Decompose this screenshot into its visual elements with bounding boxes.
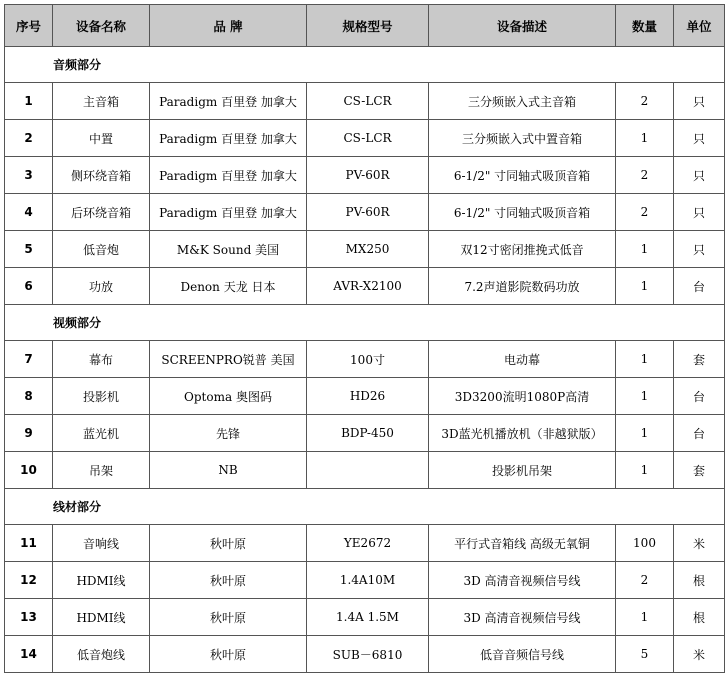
cell-unit: 只 — [674, 83, 725, 120]
cell-desc: 3D3200流明1080P高清 — [429, 378, 616, 415]
cell-brand: Paradigm 百里登 加拿大 — [150, 83, 307, 120]
equipment-table — [4, 4, 725, 673]
header-qty: 数量 — [616, 5, 674, 47]
cell-unit: 根 — [674, 599, 725, 636]
cell-desc: 双12寸密闭推挽式低音 — [429, 231, 616, 268]
header-row — [5, 5, 725, 47]
cell-model: BDP-450 — [307, 415, 429, 452]
cell-unit: 台 — [674, 378, 725, 415]
cell-model: MX250 — [307, 231, 429, 268]
table-row — [5, 157, 725, 194]
cell-model: CS-LCR — [307, 120, 429, 157]
table-row — [5, 83, 725, 120]
cell-brand: 先锋 — [150, 415, 307, 452]
cell-name: HDMI线 — [53, 562, 150, 599]
cell-unit: 只 — [674, 157, 725, 194]
cell-qty: 1 — [616, 415, 674, 452]
cell-desc: 3D 高清音视频信号线 — [429, 562, 616, 599]
cell-name: 后环绕音箱 — [53, 194, 150, 231]
cell-model: YE2672 — [307, 525, 429, 562]
cell-desc: 三分频嵌入式中置音箱 — [429, 120, 616, 157]
cell-name: 音响线 — [53, 525, 150, 562]
table-row — [5, 415, 725, 452]
section-row — [5, 489, 725, 525]
cell-desc: 3D蓝光机播放机（非越狱版） — [429, 415, 616, 452]
cell-desc: 6-1/2" 寸同轴式吸顶音箱 — [429, 194, 616, 231]
header-model: 规格型号 — [307, 5, 429, 47]
cell-brand: 秋叶原 — [150, 636, 307, 673]
cell-desc: 3D 高清音视频信号线 — [429, 599, 616, 636]
cell-desc: 投影机吊架 — [429, 452, 616, 489]
cell-unit: 米 — [674, 525, 725, 562]
cell-name: 低音炮 — [53, 231, 150, 268]
cell-qty: 5 — [616, 636, 674, 673]
cell-qty: 1 — [616, 599, 674, 636]
table-row — [5, 341, 725, 378]
cell-no: 8 — [5, 378, 53, 415]
cell-brand: 秋叶原 — [150, 525, 307, 562]
section-title: 线材部分 — [5, 489, 725, 525]
cell-brand: M&K Sound 美国 — [150, 231, 307, 268]
cell-model: PV-60R — [307, 194, 429, 231]
table-row — [5, 599, 725, 636]
table-row — [5, 378, 725, 415]
header-name: 设备名称 — [53, 5, 150, 47]
cell-brand: Denon 天龙 日本 — [150, 268, 307, 305]
cell-qty: 2 — [616, 157, 674, 194]
cell-name: 低音炮线 — [53, 636, 150, 673]
cell-brand: 秋叶原 — [150, 599, 307, 636]
section-title: 视频部分 — [5, 305, 725, 341]
cell-brand: Paradigm 百里登 加拿大 — [150, 194, 307, 231]
cell-desc: 低音音频信号线 — [429, 636, 616, 673]
cell-unit: 套 — [674, 341, 725, 378]
cell-brand: SCREENPRO锐普 美国 — [150, 341, 307, 378]
cell-qty: 1 — [616, 268, 674, 305]
cell-brand: Paradigm 百里登 加拿大 — [150, 120, 307, 157]
cell-no: 6 — [5, 268, 53, 305]
table-row — [5, 268, 725, 305]
cell-brand: Paradigm 百里登 加拿大 — [150, 157, 307, 194]
cell-qty: 2 — [616, 562, 674, 599]
table-row — [5, 120, 725, 157]
cell-name: 中置 — [53, 120, 150, 157]
cell-qty: 1 — [616, 378, 674, 415]
header-no: 序号 — [5, 5, 53, 47]
cell-model: HD26 — [307, 378, 429, 415]
cell-brand: Optoma 奥图码 — [150, 378, 307, 415]
cell-desc: 6-1/2" 寸同轴式吸顶音箱 — [429, 157, 616, 194]
table-row — [5, 562, 725, 599]
cell-unit: 套 — [674, 452, 725, 489]
cell-qty: 1 — [616, 231, 674, 268]
cell-model: 1.4A 1.5M — [307, 599, 429, 636]
cell-no: 13 — [5, 599, 53, 636]
cell-qty: 1 — [616, 341, 674, 378]
cell-no: 9 — [5, 415, 53, 452]
table-row — [5, 194, 725, 231]
cell-name: 幕布 — [53, 341, 150, 378]
cell-name: 投影机 — [53, 378, 150, 415]
table-row — [5, 525, 725, 562]
cell-no: 1 — [5, 83, 53, 120]
cell-name: HDMI线 — [53, 599, 150, 636]
cell-desc: 三分频嵌入式主音箱 — [429, 83, 616, 120]
cell-unit: 只 — [674, 194, 725, 231]
cell-no: 12 — [5, 562, 53, 599]
cell-no: 2 — [5, 120, 53, 157]
table-row — [5, 231, 725, 268]
cell-name: 功放 — [53, 268, 150, 305]
section-title: 音频部分 — [5, 47, 725, 83]
header-desc: 设备描述 — [429, 5, 616, 47]
table-row — [5, 636, 725, 673]
header-unit: 单位 — [674, 5, 725, 47]
cell-qty: 100 — [616, 525, 674, 562]
cell-brand: NB — [150, 452, 307, 489]
cell-qty: 2 — [616, 194, 674, 231]
table-body — [5, 47, 725, 673]
cell-name: 吊架 — [53, 452, 150, 489]
header-brand: 品 牌 — [150, 5, 307, 47]
cell-brand: 秋叶原 — [150, 562, 307, 599]
cell-model: SUB－6810 — [307, 636, 429, 673]
section-row — [5, 305, 725, 341]
cell-no: 4 — [5, 194, 53, 231]
cell-name: 侧环绕音箱 — [53, 157, 150, 194]
cell-desc: 电动幕 — [429, 341, 616, 378]
cell-no: 10 — [5, 452, 53, 489]
cell-model — [307, 452, 429, 489]
cell-unit: 只 — [674, 120, 725, 157]
cell-name: 蓝光机 — [53, 415, 150, 452]
cell-unit: 米 — [674, 636, 725, 673]
cell-no: 5 — [5, 231, 53, 268]
cell-desc: 7.2声道影院数码功放 — [429, 268, 616, 305]
cell-model: CS-LCR — [307, 83, 429, 120]
cell-qty: 1 — [616, 452, 674, 489]
section-row — [5, 47, 725, 83]
cell-no: 11 — [5, 525, 53, 562]
cell-qty: 2 — [616, 83, 674, 120]
cell-no: 14 — [5, 636, 53, 673]
table-row — [5, 452, 725, 489]
cell-no: 7 — [5, 341, 53, 378]
cell-model: PV-60R — [307, 157, 429, 194]
cell-model: 100寸 — [307, 341, 429, 378]
cell-no: 3 — [5, 157, 53, 194]
cell-unit: 只 — [674, 231, 725, 268]
cell-model: AVR-X2100 — [307, 268, 429, 305]
cell-unit: 台 — [674, 268, 725, 305]
cell-desc: 平行式音箱线 高级无氧铜 — [429, 525, 616, 562]
cell-model: 1.4A10M — [307, 562, 429, 599]
cell-unit: 台 — [674, 415, 725, 452]
cell-qty: 1 — [616, 120, 674, 157]
cell-name: 主音箱 — [53, 83, 150, 120]
cell-unit: 根 — [674, 562, 725, 599]
